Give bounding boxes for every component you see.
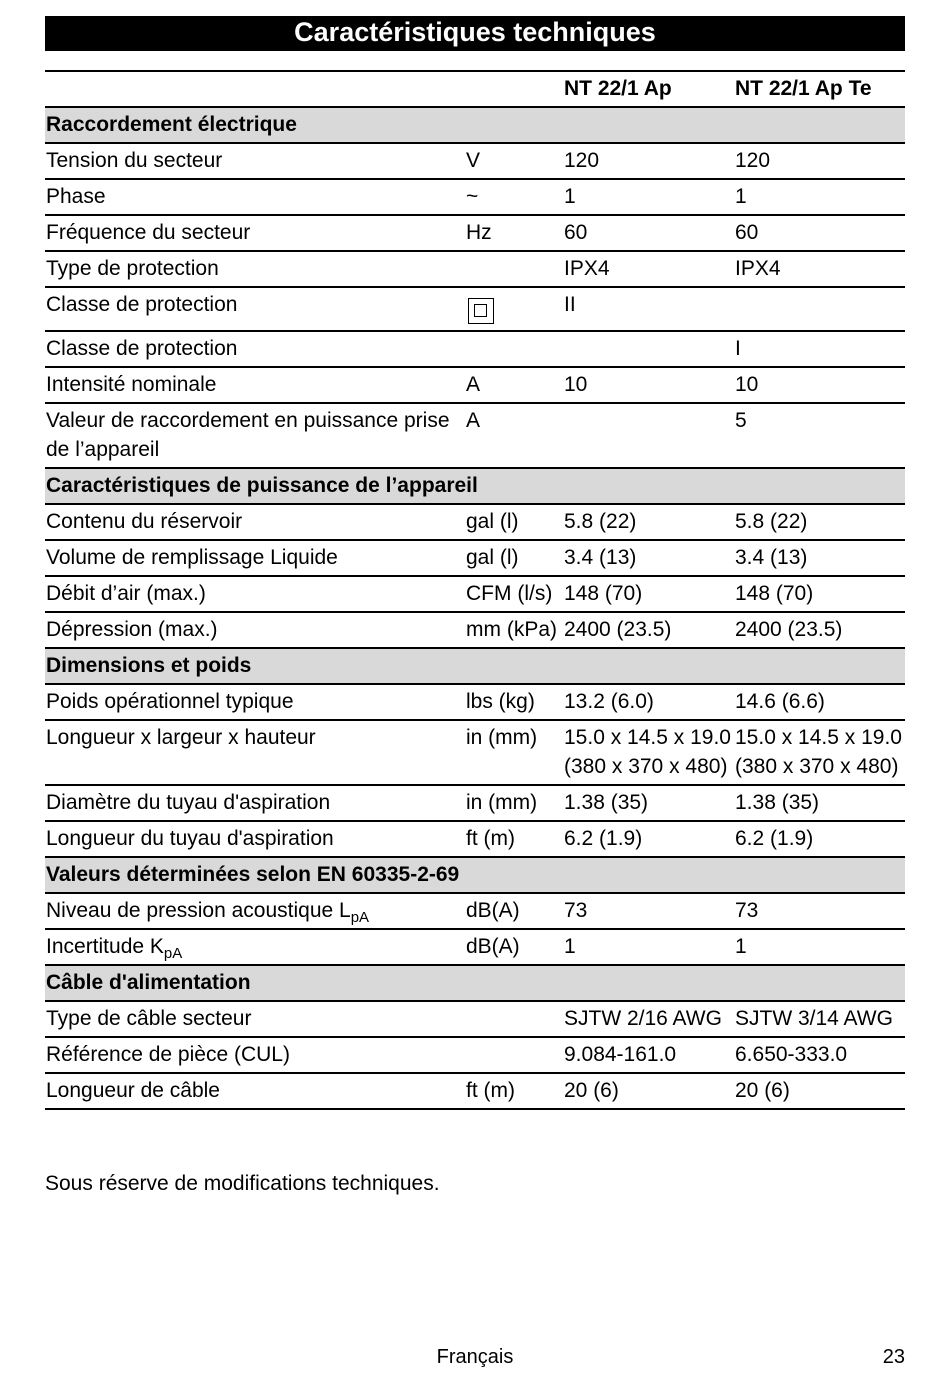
row-unit: A [465,367,563,403]
row-label: Niveau de pression acoustique $L_{pA}$ [45,893,465,929]
row-value-model-1 [563,403,734,468]
row-value-model-2: 120 [734,143,905,179]
row-value-model-2: 3.4 (13) [734,540,905,576]
row-label: Longueur du tuyau d'aspiration [45,821,465,857]
row-value-model-1: IPX4 [563,251,734,287]
row-unit: in (mm) [465,785,563,821]
table-row [45,367,905,403]
row-value-model-2: 10 [734,367,905,403]
row-value-model-1: 15.0 x 14.5 x 19.0 (380 x 370 x 480) [563,720,734,785]
table-row [45,612,905,648]
header-unit [465,71,563,107]
row-value-model-2: 2400 (23.5) [734,612,905,648]
row-unit: gal (l) [465,540,563,576]
row-value-model-2: 148 (70) [734,576,905,612]
table-row [45,403,905,468]
row-label: Tension du secteur [45,143,465,179]
footnote: Sous réserve de modifications techniques. [45,1172,440,1195]
row-value-model-1: 60 [563,215,734,251]
row-label: Intensité nominale [45,367,465,403]
row-label: Classe de protection [45,331,465,367]
row-value-model-2: IPX4 [734,251,905,287]
row-value-model-2: 5 [734,403,905,468]
row-unit: in (mm) [465,720,563,785]
row-label: Valeur de raccordement en puissance prise de l’appareil [45,403,465,468]
table-row [45,504,905,540]
row-value-model-2: 20 (6) [734,1073,905,1109]
header-model-2: NT 22/1 Ap Te [734,71,905,107]
table-row [45,215,905,251]
row-unit [465,1001,563,1037]
table-row [45,287,905,331]
row-value-model-2: 1.38 (35) [734,785,905,821]
row-unit: dB(A) [465,893,563,929]
table-row [45,1073,905,1109]
row-value-model-2: I [734,331,905,367]
row-value-model-1: 6.2 (1.9) [563,821,734,857]
table-row [45,893,905,929]
row-value-model-2: 6.650-333.0 [734,1037,905,1073]
row-value-model-1: 13.2 (6.0) [563,684,734,720]
table-header-row [45,71,905,107]
row-label: Volume de remplissage Liquide [45,540,465,576]
row-label: Longueur x largeur x hauteur [45,720,465,785]
row-label: Poids opérationnel typique [45,684,465,720]
row-value-model-1: SJTW 2/16 AWG [563,1001,734,1037]
row-value-model-1: 9.084-161.0 [563,1037,734,1073]
row-unit: ft (m) [465,821,563,857]
row-label: Type de protection [45,251,465,287]
row-label: Diamètre du tuyau d'aspiration [45,785,465,821]
table-row [45,929,905,965]
row-unit: ~ [465,179,563,215]
row-value-model-2: 1 [734,179,905,215]
row-value-model-2: 1 [734,929,905,965]
row-unit [465,251,563,287]
row-value-model-2: SJTW 3/14 AWG [734,1001,905,1037]
row-value-model-1: 10 [563,367,734,403]
row-label: Phase [45,179,465,215]
section-heading-acoustic: Valeurs déterminées selon EN 60335-2-69 [45,857,905,893]
section-heading-electrical: Raccordement électrique [45,107,905,143]
row-value-model-1: 1.38 (35) [563,785,734,821]
table-row [45,576,905,612]
row-unit: CFM (l/s) [465,576,563,612]
header-empty [45,71,465,107]
spec-table [45,70,905,1110]
table-row [45,1001,905,1037]
row-label: Référence de pièce (CUL) [45,1037,465,1073]
row-value-model-2: 6.2 (1.9) [734,821,905,857]
page-title: Caractéristiques techniques [45,16,905,51]
protection-class-ii-icon [468,298,494,324]
row-value-model-1: 148 (70) [563,576,734,612]
row-value-model-2: 60 [734,215,905,251]
row-unit: ft (m) [465,1073,563,1109]
row-value-model-1: 1 [563,179,734,215]
table-row [45,785,905,821]
row-unit: A [465,403,563,468]
row-value-model-1: 120 [563,143,734,179]
row-label: Dépression (max.) [45,612,465,648]
row-label: Type de câble secteur [45,1001,465,1037]
row-unit: mm (kPa) [465,612,563,648]
row-label: Débit d’air (max.) [45,576,465,612]
table-row [45,1037,905,1073]
row-value-model-1: 1 [563,929,734,965]
row-unit: lbs (kg) [465,684,563,720]
row-value-model-2: 5.8 (22) [734,504,905,540]
row-value-model-2: 14.6 (6.6) [734,684,905,720]
row-value-model-1 [563,331,734,367]
table-row [45,684,905,720]
section-heading-cable: Câble d'alimentation [45,965,905,1001]
row-value-model-2: 15.0 x 14.5 x 19.0 (380 x 370 x 480) [734,720,905,785]
header-model-1: NT 22/1 Ap [563,71,734,107]
table-row [45,821,905,857]
row-unit: Hz [465,215,563,251]
table-row [45,720,905,785]
table-row [45,540,905,576]
row-unit: V [465,143,563,179]
table-row [45,251,905,287]
row-value-model-1: 73 [563,893,734,929]
table-row [45,143,905,179]
row-unit: gal (l) [465,504,563,540]
row-label: Fréquence du secteur [45,215,465,251]
row-unit [465,1037,563,1073]
row-value-model-1: 2400 (23.5) [563,612,734,648]
row-unit [465,331,563,367]
row-label: Classe de protection [45,287,465,331]
page-number: 23 [882,1346,905,1368]
row-label: Incertitude $K_{pA}$ [45,929,465,965]
section-heading-dimensions: Dimensions et poids [45,648,905,684]
row-value-model-1: 5.8 (22) [563,504,734,540]
table-row [45,179,905,215]
row-value-model-1: II [563,287,734,331]
row-value-model-2: 73 [734,893,905,929]
section-heading-performance: Caractéristiques de puissance de l’appareil [45,468,905,504]
row-label: Longueur de câble [45,1073,465,1109]
row-unit [465,287,563,331]
table-row [45,331,905,367]
row-value-model-2 [734,287,905,331]
footer-language: Français [436,1346,514,1368]
row-value-model-1: 20 (6) [563,1073,734,1109]
row-label: Contenu du réservoir [45,504,465,540]
row-unit: dB(A) [465,929,563,965]
row-value-model-1: 3.4 (13) [563,540,734,576]
